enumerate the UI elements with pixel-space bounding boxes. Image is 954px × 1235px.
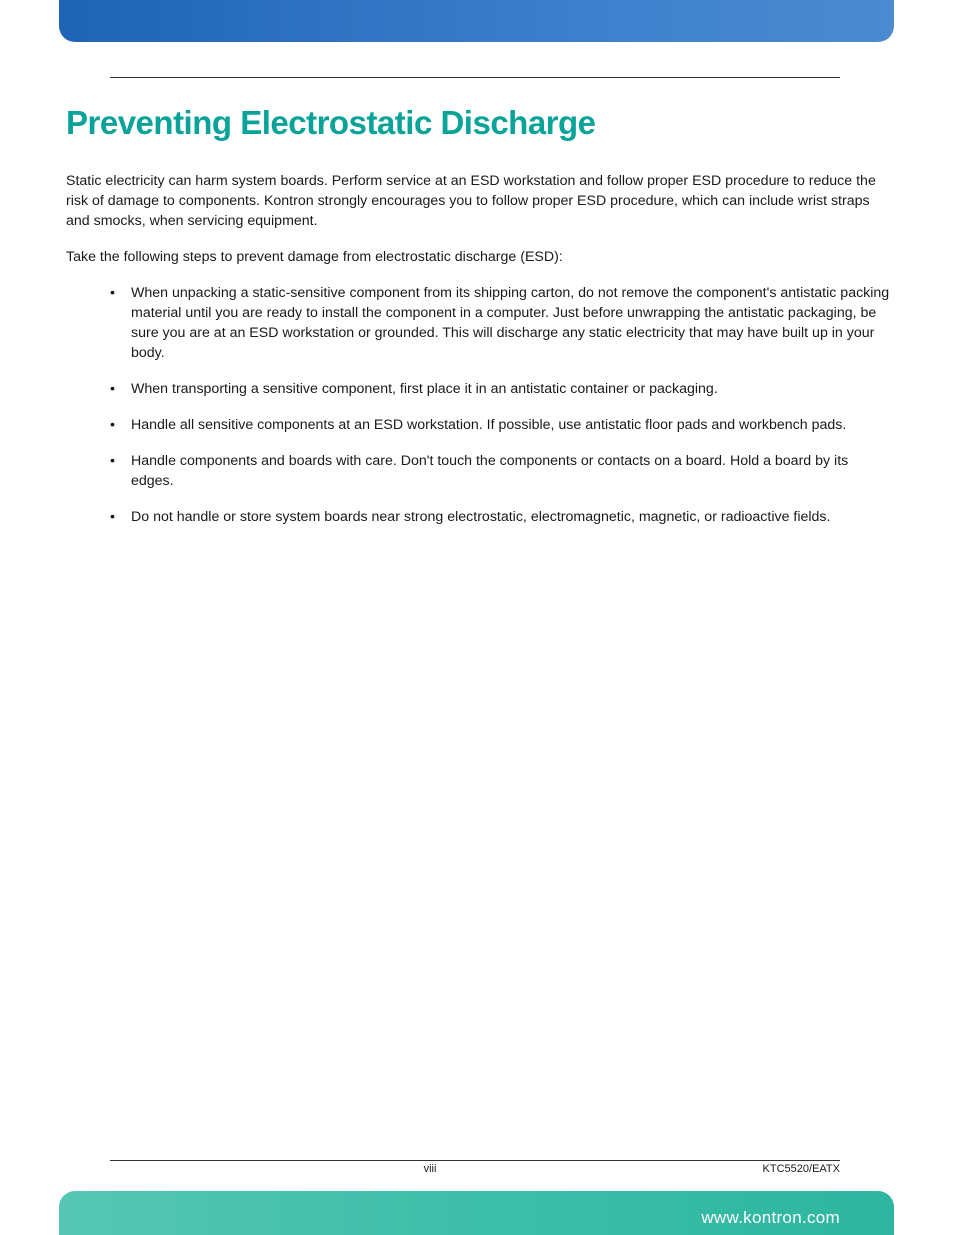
footer-divider [110,1160,840,1161]
website-link[interactable]: www.kontron.com [701,1208,840,1227]
header-divider [110,77,840,78]
bullet-icon: • [110,417,115,433]
steps-lead-paragraph: Take the following steps to prevent damage from electrostatic discharge (ESD): [66,249,563,265]
list-item [106,379,891,399]
list-item [106,283,891,363]
list-item [106,415,891,435]
esd-steps-list [66,283,891,527]
list-item [106,507,891,527]
bullet-icon: • [110,509,115,525]
bullet-icon: • [110,453,115,469]
header-banner [59,0,894,42]
list-item-text: When transporting a sensitive component, first place it in an antistatic container or packaging. [131,381,718,397]
document-body [66,171,891,543]
bullet-icon: • [110,285,115,301]
list-item-text: Handle all sensitive components at an ESD workstation. If possible, use antistatic floor pads and workbench pads. [131,417,847,433]
bullet-icon: • [110,381,115,397]
footer-banner [59,1191,894,1235]
list-item-text: When unpacking a static-sensitive component from its shipping carton, do not remove the component's antistatic packing material until you are ready to install the component in a computer. Just before unwrapping the antistatic packaging, be sure you are at an ESD workstation or grounded. This will discharge any static electricity that may have built up in your body. [131,285,890,361]
page-title: Preventing Electrostatic Discharge [66,104,596,141]
list-item [106,451,891,491]
intro-paragraph: Static electricity can harm system boards. Perform service at an ESD workstation and follow proper ESD procedure to reduce the risk of damage to components. Kontron strongly encourages you to follow proper ESD procedure, which can include wrist straps and smocks, when servicing equipment. [66,173,876,229]
list-item-text: Handle components and boards with care. Don't touch the components or contacts on a board. Hold a board by its edges. [131,453,849,489]
page-number: viii [423,1163,437,1175]
list-item-text: Do not handle or store system boards near strong electrostatic, electromagnetic, magnetic, or radioactive fields. [131,509,831,525]
document-id: KTC5520/EATX [762,1163,840,1175]
